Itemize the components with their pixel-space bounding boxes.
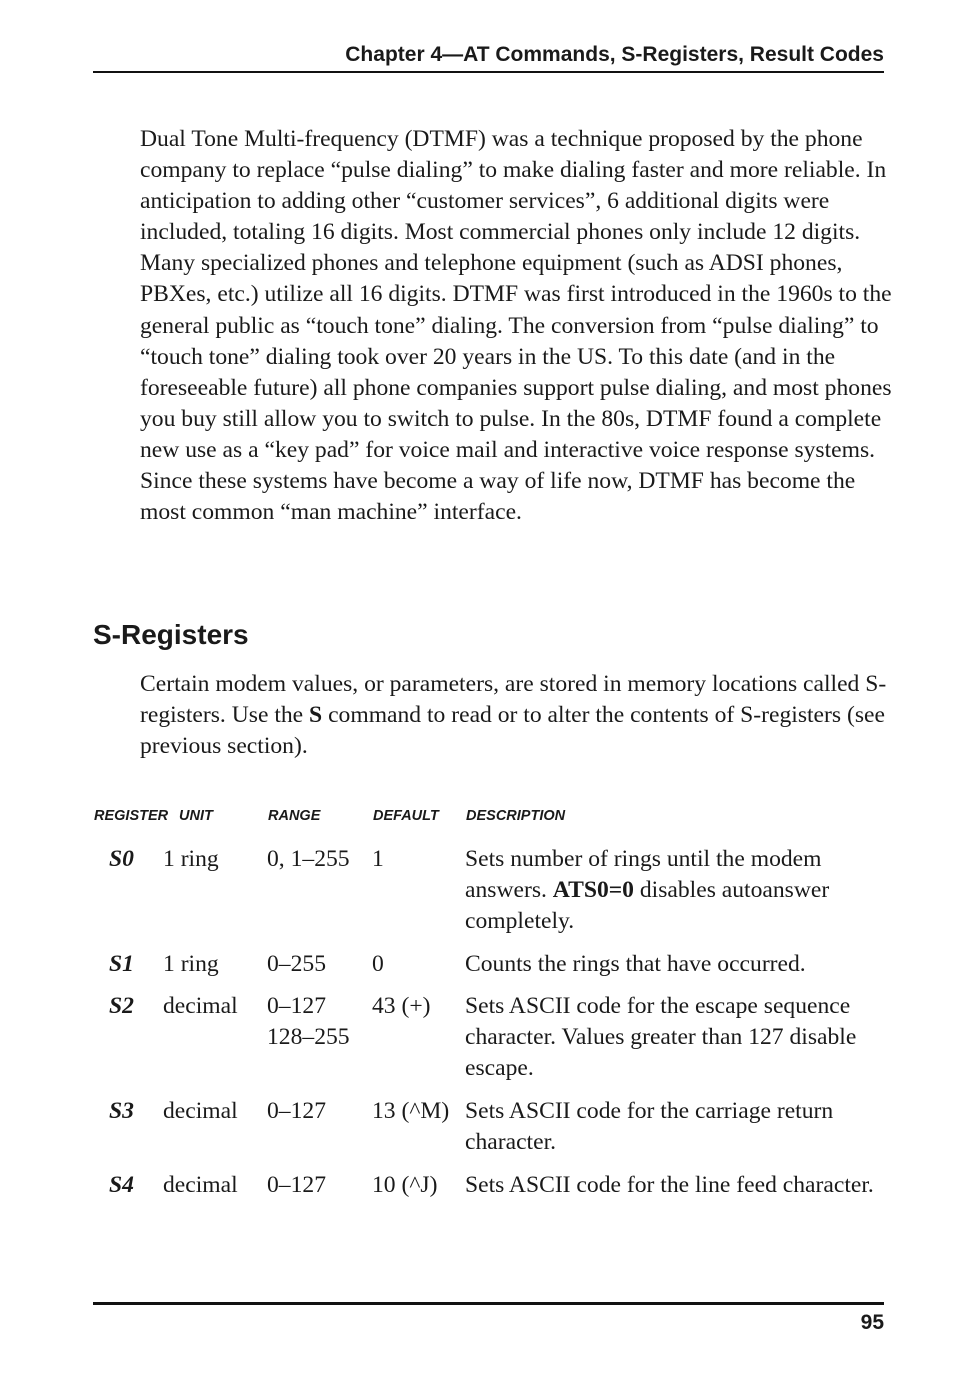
description-text: Sets number of rings until the modem answers. (465, 846, 822, 903)
s-registers-intro (140, 669, 890, 762)
header-unit: UNIT (179, 808, 213, 824)
register-name: S2 (109, 993, 134, 1019)
register-default: 10 (^J) (372, 1172, 438, 1198)
header-rule (93, 71, 884, 73)
register-description (465, 844, 895, 937)
register-unit: decimal (163, 1098, 238, 1124)
register-unit: decimal (163, 1172, 238, 1198)
register-unit: 1 ring (163, 951, 219, 977)
register-range: 0–255 (267, 951, 326, 977)
header-description: DESCRIPTION (466, 808, 566, 824)
intro-text-start: Certain modem values, or parameters, are stored in memory locations called S-registers. Use the (140, 671, 887, 729)
register-description: Sets ASCII code for the escape sequence character. Values greater than 127 disable escape. (465, 993, 857, 1081)
register-name: S1 (109, 951, 134, 977)
register-range: 0–127 (267, 1098, 326, 1124)
register-default: 43 (+) (372, 993, 431, 1019)
register-unit: decimal (163, 993, 238, 1019)
command-bold: ATS0=0 (552, 877, 634, 903)
dtmf-paragraph: Dual Tone Multi-frequency (DTMF) was a technique proposed by the phone company to replace “pulse dialing” to make dialing faster and more reliable. In anticipation to adding other “customer services”, 6 additional digits were included, totaling 16 digits. Most commercial phones only include 12 digits. Many specialized phones and telephone equipment (such as ADSI phones, PBXes, etc.) utilize all 16 digits. DTMF was first introduced in the 1960s to the general public as “touch tone” dialing. The conversion from “pulse dialing” to “touch tone” dialing took over 20 years in the US. To this date (and in the foreseeable future) all phone companies support pulse dialing, and most phones you buy still allow you to switch to pulse. In the 80s, DTMF found a complete new use as a “key pad” for voice mail and interactive voice response systems. Since these systems have become a way of life now, DTMF has become the most common “man machine” interface. (140, 126, 892, 526)
register-name: S0 (109, 846, 134, 872)
register-description: Sets ASCII code for the carriage return character. (465, 1098, 834, 1155)
intro-text-end: command to read or to alter the contents of S-registers (see previous section). (140, 702, 885, 760)
register-default: 1 (372, 846, 384, 872)
s-registers-intro-paragraph (140, 669, 890, 762)
header-default: DEFAULT (373, 808, 439, 824)
register-name: S3 (109, 1098, 134, 1124)
header-range: RANGE (268, 808, 321, 824)
footer-rule (93, 1302, 884, 1305)
register-range: 0–127 (267, 1172, 326, 1198)
register-range: 0, 1–255 (267, 846, 350, 872)
s-command-bold: S (309, 702, 323, 729)
dtmf-paragraph-block (140, 124, 895, 528)
register-range: 0–127 128–255 (267, 993, 350, 1050)
register-default: 0 (372, 951, 384, 977)
description-text-end: disables autoanswer completely. (465, 877, 830, 934)
section-heading: S-Registers (93, 619, 249, 650)
page-number: 95 (860, 1311, 884, 1334)
register-description: Sets ASCII code for the line feed character. (465, 1172, 874, 1198)
running-header: Chapter 4—AT Commands, S-Registers, Result Codes (345, 43, 884, 66)
header-register: REGISTER (94, 808, 169, 824)
register-unit: 1 ring (163, 846, 219, 872)
register-description: Counts the rings that have occurred. (465, 951, 806, 977)
register-name: S4 (109, 1172, 134, 1198)
register-default: 13 (^M) (372, 1098, 450, 1124)
